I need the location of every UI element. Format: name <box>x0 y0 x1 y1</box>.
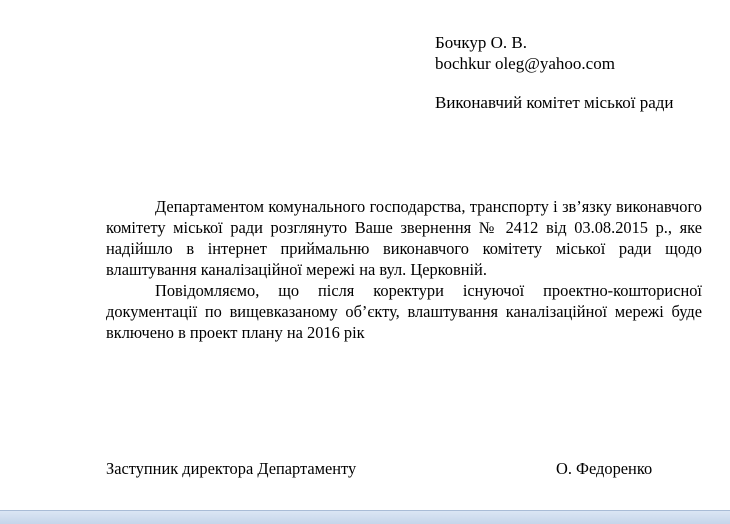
signature-name: О. Федоренко <box>556 459 653 478</box>
sender-email: bochkur oleg@yahoo.com <box>435 54 615 73</box>
letter-body <box>106 196 702 343</box>
sender-name: Бочкур О. В. <box>435 33 528 52</box>
body-paragraph-1: Департаментом комунального господарства, транспорту і зв’язку виконавчого комітету міської ради розглянуто Ваше звернення № 2412 від 03.08.2015 р., яке надійшло в інтернет приймальню виконавчого комітету міської ради щодо влаштування каналізаційної мережі на вул. Церковній. <box>106 197 702 279</box>
window-status-bar <box>0 510 730 524</box>
recipient: Виконавчий комітет міської ради <box>435 93 674 112</box>
body-paragraph-2: Повідомляємо, що після коректури існуючої проектно-кошторисної документації по вищевказаному об’єкту, влаштування каналізаційної мережі буде включено в проект плану на 2016 рік <box>106 281 702 342</box>
signature-title: Заступник директора Департаменту <box>106 459 357 478</box>
